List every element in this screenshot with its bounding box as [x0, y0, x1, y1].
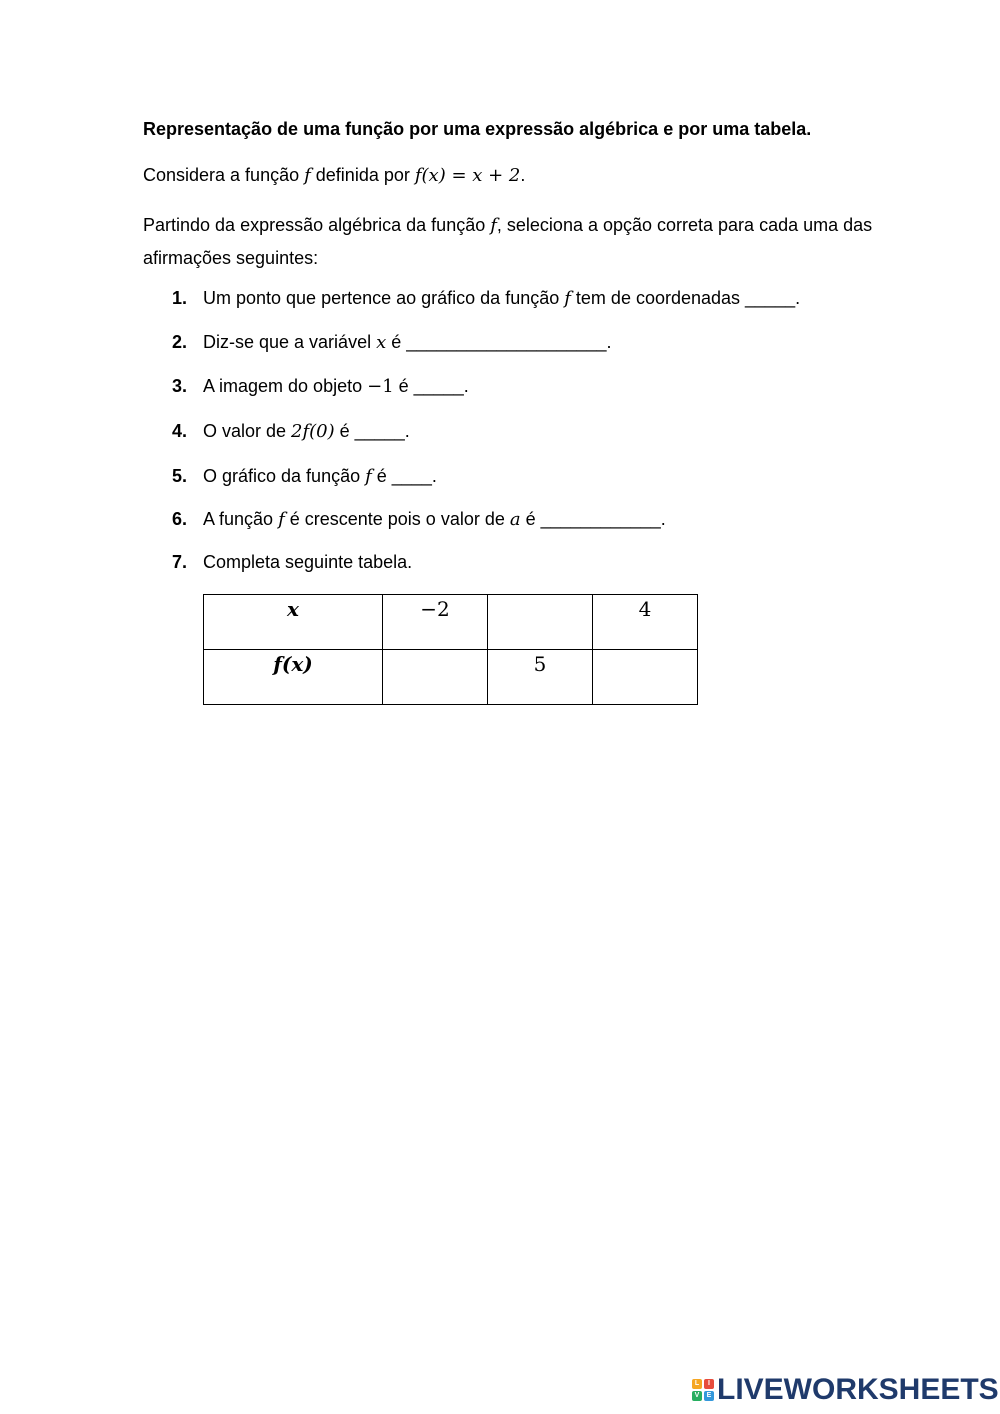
- values-table: [203, 594, 698, 705]
- question-text: A função: [203, 509, 279, 529]
- table-cell-blank[interactable]: [383, 650, 488, 705]
- question-number: 2.: [172, 332, 188, 352]
- worksheet-title: Representação de uma função por uma expressão algébrica e por uma tabela.: [143, 119, 812, 139]
- logo-grid-icon: [692, 1379, 714, 1401]
- function-symbol: f: [490, 215, 497, 236]
- table-row-fx: [204, 650, 698, 705]
- question-6: [172, 509, 666, 530]
- question-number: 7.: [172, 552, 188, 572]
- question-number: 6.: [172, 509, 188, 529]
- instructions-text-after: , seleciona a opção correta para cada uma das afirmações seguintes:: [143, 215, 873, 268]
- table-header-x: x: [204, 595, 383, 650]
- question-text: O gráfico da função: [203, 466, 366, 486]
- logo-text: LIVEWORKSHEETS: [717, 1373, 999, 1406]
- math-symbol: x: [376, 332, 387, 353]
- table-header-fx: f(x): [204, 650, 383, 705]
- table-row-x: [204, 595, 698, 650]
- logo-tile: L: [692, 1379, 702, 1389]
- intro-text-before: Considera a função: [143, 165, 305, 185]
- table-cell: 5: [488, 650, 593, 705]
- logo-tile: E: [704, 1391, 714, 1401]
- question-answer-blank[interactable]: é ____.: [371, 466, 437, 486]
- question-text: Diz-se que a variável: [203, 332, 377, 352]
- math-symbol: a: [509, 509, 521, 530]
- question-2: [172, 332, 611, 353]
- math-symbol: f: [564, 288, 571, 309]
- question-7: [172, 552, 412, 573]
- question-number: 1.: [172, 288, 188, 308]
- intro-text-middle: definida por: [310, 165, 415, 185]
- question-1: [172, 288, 800, 309]
- question-3: [172, 376, 469, 397]
- logo-tile: V: [692, 1391, 702, 1401]
- question-text: é crescente pois o valor de: [284, 509, 510, 529]
- math-symbol: f: [365, 466, 372, 487]
- math-symbol: −1: [367, 376, 394, 397]
- table-cell-blank[interactable]: [593, 650, 698, 705]
- math-symbol: 2f(0): [291, 421, 335, 442]
- liveworksheets-logo: [692, 1373, 999, 1406]
- question-answer-blank[interactable]: é ____________.: [520, 509, 666, 529]
- question-number: 5.: [172, 466, 188, 486]
- question-text: Completa seguinte tabela.: [203, 552, 413, 572]
- function-symbol: f: [304, 165, 311, 186]
- question-answer-blank[interactable]: é ____________________.: [386, 332, 612, 352]
- function-expression: f(x) = x + 2: [414, 165, 521, 186]
- logo-tile: I: [704, 1379, 714, 1389]
- instructions: [143, 209, 873, 274]
- question-text: O valor de: [203, 421, 292, 441]
- instructions-text-before: Partindo da expressão algébrica da função: [143, 215, 491, 235]
- question-answer-blank[interactable]: é _____.: [334, 421, 410, 441]
- math-symbol: f: [278, 509, 285, 530]
- question-number: 4.: [172, 421, 188, 441]
- table-cell: −2: [383, 595, 488, 650]
- intro-sentence: [143, 165, 525, 186]
- question-text: A imagem do objeto: [203, 376, 368, 396]
- question-text: Um ponto que pertence ao gráfico da função: [203, 288, 565, 308]
- table-cell-blank[interactable]: [488, 595, 593, 650]
- question-4: [172, 421, 410, 442]
- question-answer-blank[interactable]: tem de coordenadas _____.: [570, 288, 801, 308]
- intro-text-end: .: [520, 165, 526, 185]
- question-number: 3.: [172, 376, 188, 396]
- question-answer-blank[interactable]: é _____.: [393, 376, 469, 396]
- table-cell: 4: [593, 595, 698, 650]
- question-5: [172, 466, 437, 487]
